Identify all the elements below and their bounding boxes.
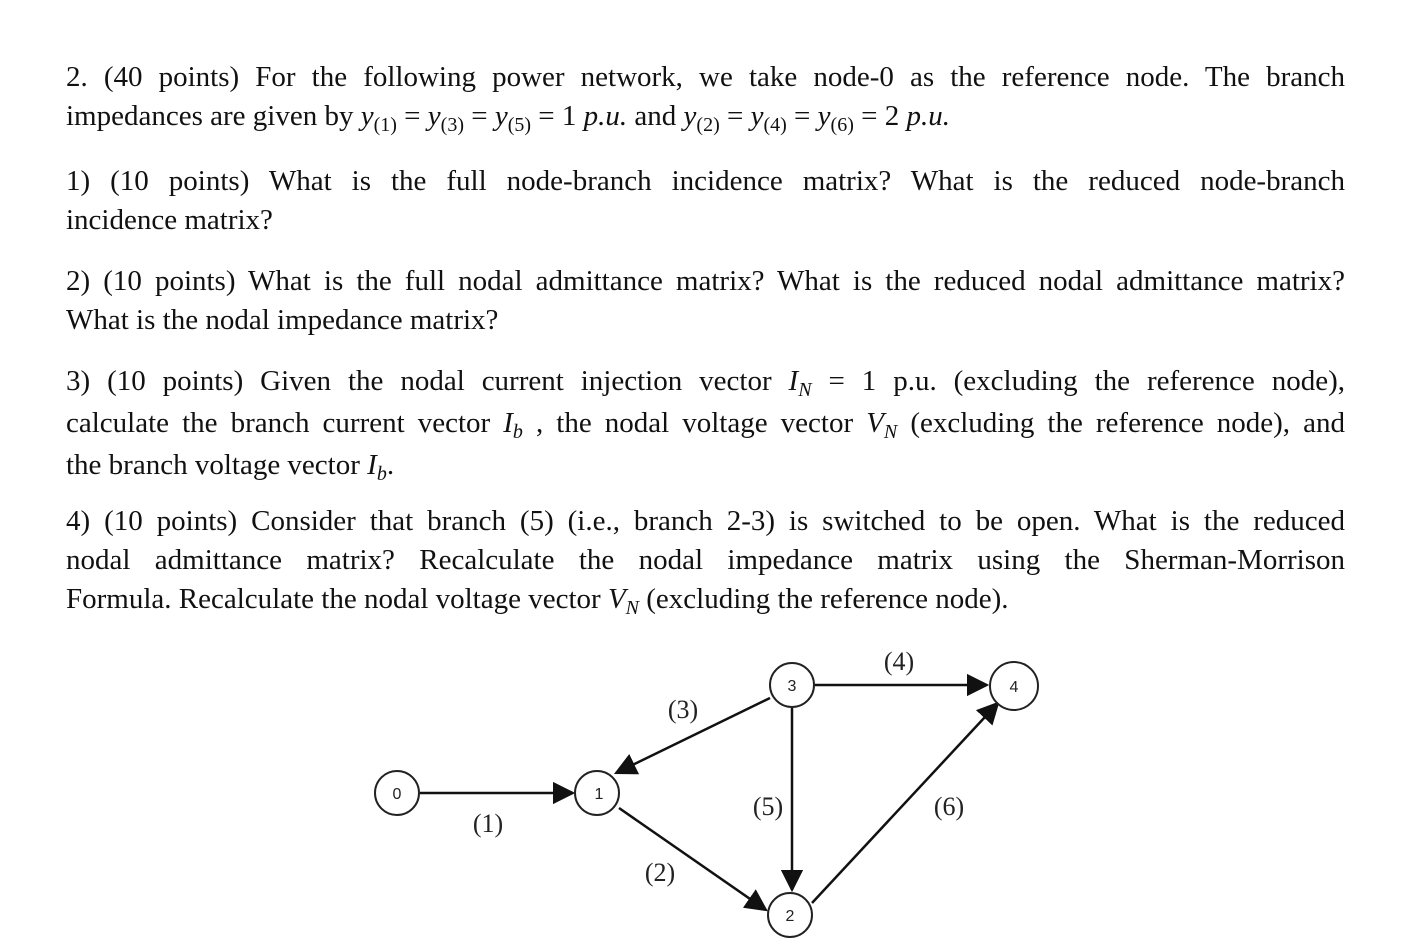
node-0-label: 0 — [392, 786, 402, 803]
branch-1-label: (1) — [472, 809, 504, 838]
node-3-label: 3 — [787, 678, 797, 695]
branch-6-label: (6) — [933, 792, 965, 821]
q1-line2: incidence matrix? — [66, 204, 273, 236]
q4-line1: 4) (10 points) Consider that branch (5) (i.e., branch 2-3) is switched to be open. What is the reduced — [66, 505, 1345, 537]
q2-line1: 2) (10 points) What is the full nodal admittance matrix? What is the reduced nodal admittance matrix? — [66, 265, 1345, 297]
node-3 — [770, 663, 814, 707]
node-0 — [375, 771, 419, 815]
problem-header: 2. (40 points) For the following power network, we take node-0 as the reference node. The branch — [66, 61, 1345, 93]
q1-line1: 1) (10 points) What is the full node-branch incidence matrix? What is the reduced node-branch — [66, 165, 1345, 197]
node-1-label: 1 — [594, 786, 604, 803]
node-1 — [575, 771, 619, 815]
node-2-label: 2 — [785, 908, 795, 925]
q4-line2: nodal admittance matrix? Recalculate the nodal impedance matrix using the Sherman-Morrison — [66, 544, 1345, 576]
branch-impedances-line: impedances are given by $y_{(1)} = y_{(3)} = y_{(5)} = 1$ p.u. and $y_{(2)} = y_{(4)} = y_{(6)} = 2$ p.u. — [66, 100, 950, 136]
branch-2-label: (2) — [644, 858, 676, 887]
node-4-label: 4 — [1009, 679, 1019, 696]
q4-line3: Formula. Recalculate the nodal voltage vector $V_N$ (excluding the reference node). — [66, 583, 1009, 619]
branch-6-edge — [812, 703, 998, 903]
node-4 — [990, 662, 1038, 710]
q2-line2: What is the nodal impedance matrix? — [66, 304, 499, 336]
branch-5-label: (5) — [752, 792, 784, 821]
node-2 — [768, 893, 812, 937]
q3-line1: 3) (10 points) Given the nodal current injection vector $I_N = 1$ p.u. (excluding the reference node), — [66, 365, 1345, 401]
q3-line2: calculate the branch current vector $I_b$ , the nodal voltage vector $V_N$ (excluding the reference node), and — [66, 407, 1345, 443]
branch-4-label: (4) — [883, 647, 915, 676]
branch-3-label: (3) — [667, 695, 699, 724]
q3-line3: the branch voltage vector $I_b$. — [66, 449, 395, 485]
branch-2-edge — [619, 808, 766, 910]
